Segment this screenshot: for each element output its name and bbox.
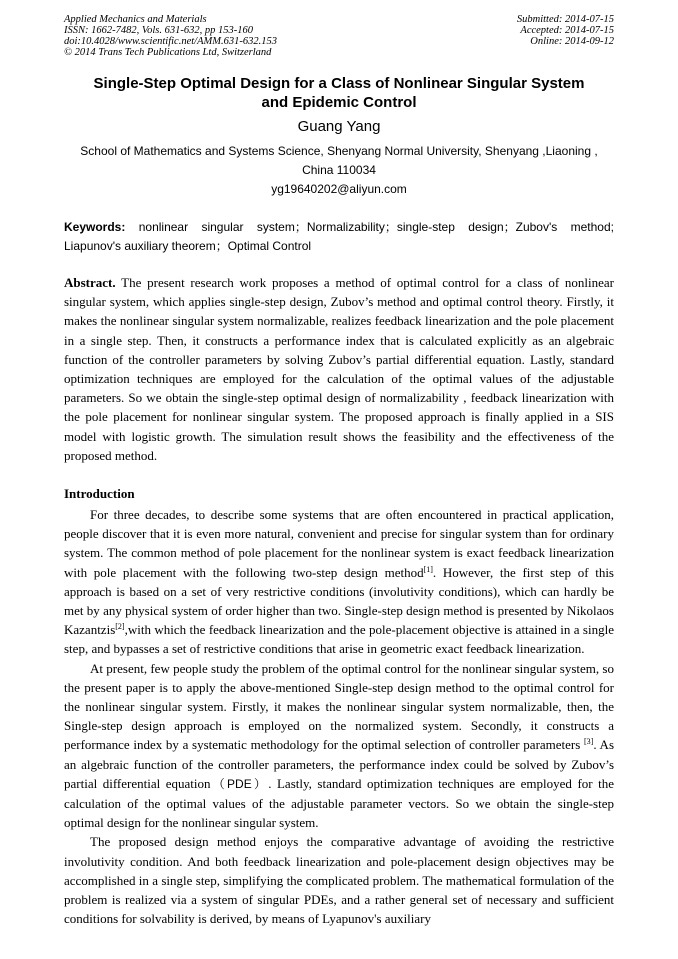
intro-paragraph-1 (64, 505, 614, 659)
journal-name: Applied Mechanics and Materials (64, 14, 207, 25)
keywords (64, 218, 614, 256)
paper-title (64, 74, 614, 112)
citation-2[interactable]: [2] (115, 622, 125, 632)
intro-paragraph-2 (64, 659, 614, 833)
affiliation-line-2: China 110034 (302, 163, 376, 177)
section-heading-introduction: Introduction (64, 486, 135, 502)
journal-doi: doi:10.4028/www.scientific.net/AMM.631-632.153 (64, 36, 277, 47)
citation-1[interactable]: [1] (423, 564, 433, 574)
paper-page (64, 14, 614, 929)
keywords-label: Keywords: (64, 220, 126, 234)
accepted-date: Accepted: 2014-07-15 (520, 25, 614, 36)
author-name: Guang Yang (297, 118, 381, 135)
para1-text-c: ,with which the feedback linearization and the pole-placement objective is attained in a single step, and bypasses a set of restrictive conditions that arise in geometric exact feedback linearization. (64, 622, 614, 657)
title-line-1: Single-Step Optimal Design for a Class of Nonlinear Singular System (93, 75, 585, 92)
citation-3[interactable]: [3] (584, 737, 594, 747)
para1-text-b: . However, the first step of this approach is based on a set of very restrictive conditions (involutivity conditions), which can hardly be met by any physical system of order higher than two. Single-step design method is presented by Nikolaos Kazantzis (64, 564, 614, 638)
intro-paragraph-3: The proposed design method enjoys the comparative advantage of avoiding the restrictive involutivity condition. And both feedback linearization and pole-placement design objectives may be accomplished in a single step, simplifying the complicated problem. The mathematical formulation of the problem is realized via a system of singular PDEs, and a rather general set of necessary and sufficient conditions for solvability is derived, by means of Lyapunov's auxiliary (64, 834, 614, 927)
para1-text-a: For three decades, to describe some systems that are often encountered in practical application, people discover that it is even more natural, convenient and precise for singular system than for ordinary system. The common method of pole placement for the nonlinear system is exact feedback linearization with pole placement with the following two-step design method (64, 507, 614, 580)
affiliation (64, 142, 614, 199)
para2-text-b: . As an algebraic function of the controller parameters, the performance index could be solved by Zubov’s partial differential equation (64, 737, 615, 791)
keywords-text: nonlinear singular system；Normalizability；single-step design；Zubov's method; Liapunov's auxiliary theorem；Optimal Control (64, 220, 614, 253)
abstract (64, 273, 614, 465)
title-line-2: and Epidemic Control (261, 94, 417, 111)
journal-issn: ISSN: 1662-7482, Vols. 631-632, pp 153-160 (64, 25, 253, 36)
journal-copyright: © 2014 Trans Tech Publications Ltd, Switzerland (64, 47, 272, 58)
para2-text-a: At present, few people study the problem of the optimal control for the nonlinear singular system, so the present paper is to apply the above-mentioned Single-step design method to the optimal control for the nonlinear singular system. Firstly, it makes the nonlinear singular system normalizable, then, the Single-step design approach is employed on the normalized system. Secondly, it constructs a performance index by a systematic methodology for the optimal selection of controller parameters (64, 660, 614, 753)
online-date: Online: 2014-09-12 (530, 36, 614, 47)
publication-dates (517, 14, 614, 58)
author-email: yg19640202@aliyun.com (271, 182, 407, 196)
submitted-date: Submitted: 2014-07-15 (516, 14, 614, 25)
journal-info (64, 14, 277, 58)
journal-header (64, 14, 614, 58)
abstract-label: Abstract. (64, 275, 116, 290)
affiliation-line-1: School of Mathematics and Systems Science, Shenyang Normal University, Shenyang ,Liaoning , (80, 144, 598, 158)
pde-abbreviation: （PDE） (210, 776, 269, 791)
abstract-text: The present research work proposes a method of optimal control for a class of nonlinear singular system, which applies single-step design, Zubov’s method and optimal control theory. Firstly, it makes the nonlinear singular system normalizable, realizes feedback linearization and the pole placement in a single step. Then, it constructs a performance index that is calculated explicitly as an algebraic function of the controller parameters by solving Zubov’s partial differential equation. Lastly, standard optimization techniques are employed for the calculation of the optimal values of the adjustable parameters. So we obtain the single-step optimal design of normalizability , feedback linearization with the pole placement for nonlinear singular system. The proposed approach is finally applied in a SIS model with logistic growth. The simulation result shows the feasibility and the effectiveness of the proposed method. (64, 275, 614, 463)
para2-text-c: . Lastly, standard optimization techniques are employed for the calculation of the optimal values of the adjustable parameter vectors. So we obtain the single-step optimal design for the nonlinear singular system. (64, 775, 614, 831)
